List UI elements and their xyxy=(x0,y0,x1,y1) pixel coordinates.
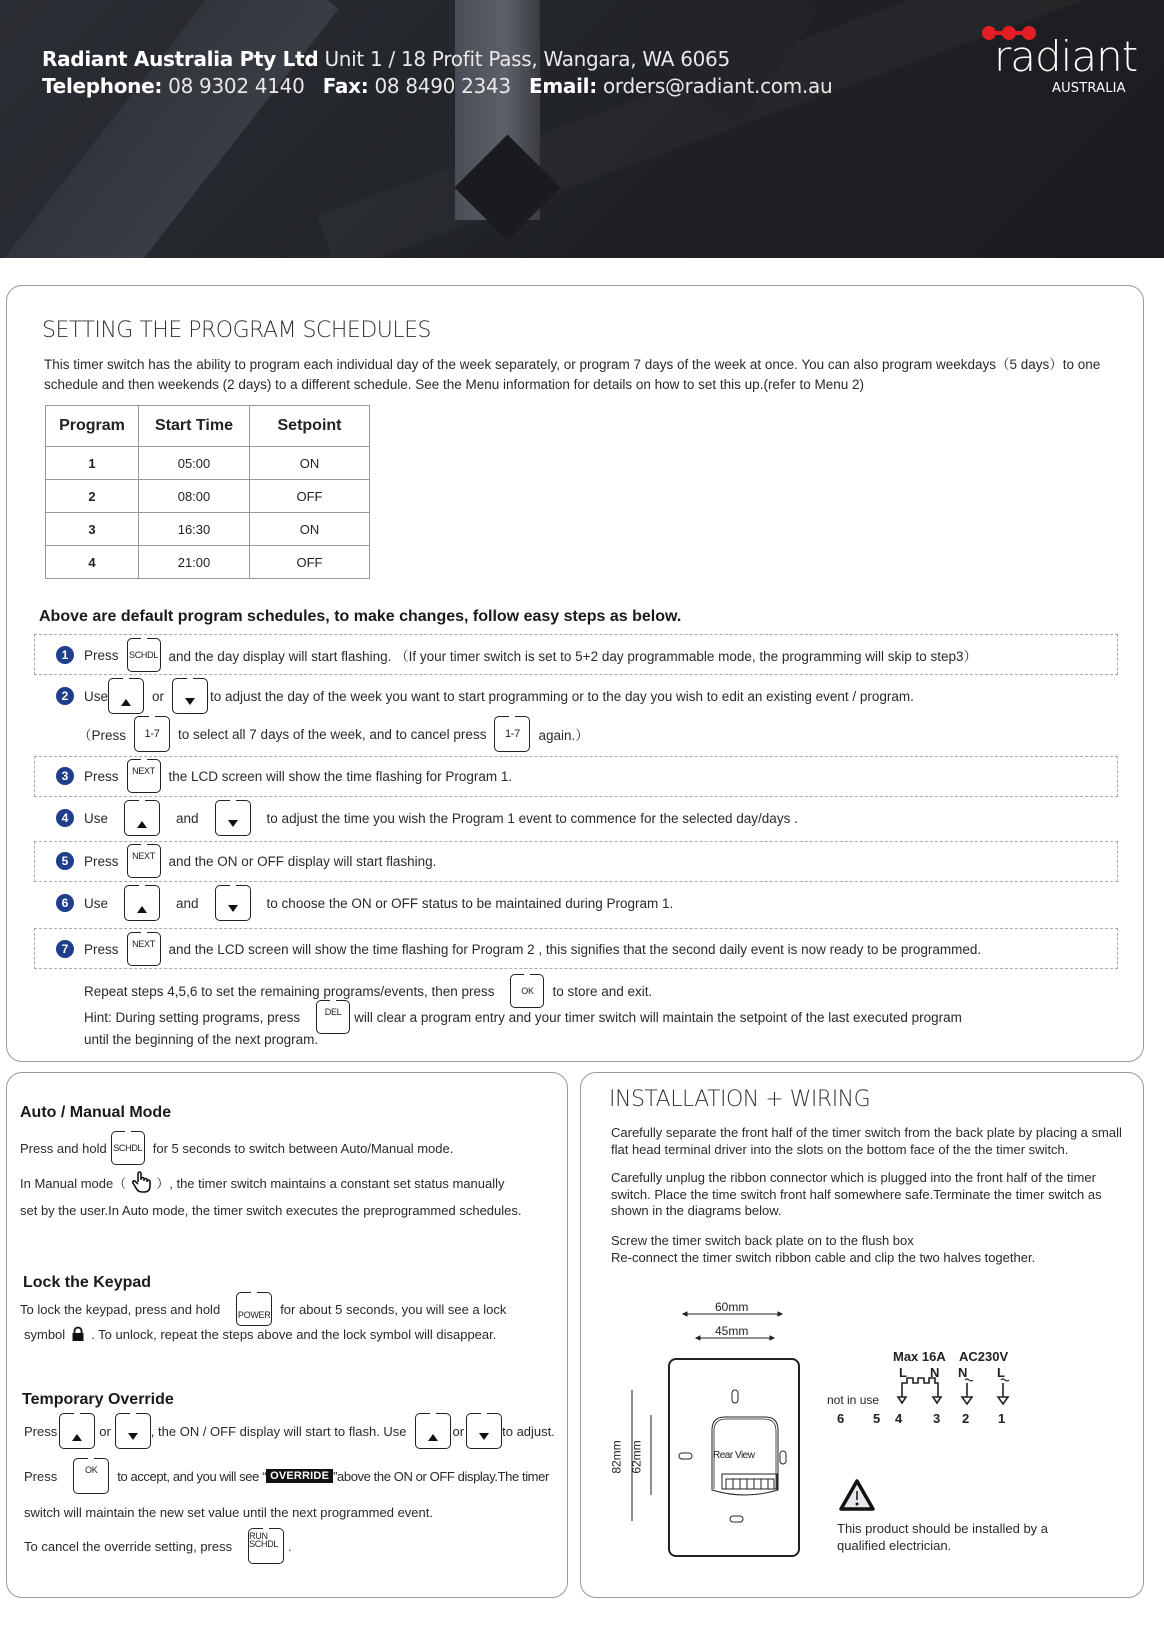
schdl-key-icon: SCHDL xyxy=(127,638,161,672)
step-text: to adjust the day of the week you want to start programming or to the day you wish to edit an existing event / program. xyxy=(210,688,914,704)
down-arrow-key-icon xyxy=(172,678,208,714)
power-key-icon: POWER xyxy=(236,1292,272,1326)
auto-manual-line-1 xyxy=(20,1130,453,1166)
dimension-60mm: 60mm xyxy=(715,1300,749,1314)
note-text: to store and exit. xyxy=(552,983,653,999)
note-text: Hint: During setting programs, press xyxy=(84,1009,301,1025)
step-text: again.） xyxy=(538,728,589,743)
hint-note xyxy=(84,1000,962,1034)
run-schdl-key-icon: RUN SCHDL xyxy=(248,1528,284,1564)
header-banner xyxy=(0,0,1164,258)
body-text: Press xyxy=(24,1468,58,1484)
up-arrow-key-icon xyxy=(124,885,160,921)
setpoint: ON xyxy=(250,513,370,546)
setpoint: ON xyxy=(250,447,370,480)
column-header: Setpoint xyxy=(250,406,370,447)
body-text: . xyxy=(288,1538,292,1554)
step-number-badge: 1 xyxy=(56,646,74,664)
body-text: Press xyxy=(24,1423,58,1439)
override-badge: OVERRIDE xyxy=(266,1469,333,1483)
step-text: to adjust the time you wish the Program 1 event to commence for the selected day/days . xyxy=(266,810,798,826)
terminal-2-label: N xyxy=(958,1365,968,1380)
program-table xyxy=(45,405,370,579)
terminal-6: 6 xyxy=(837,1411,845,1426)
override-line-2 xyxy=(24,1458,549,1494)
lock-line-2 xyxy=(24,1323,496,1345)
note-text: Repeat steps 4,5,6 to set the remaining programs/events, then press xyxy=(84,983,495,999)
install-paragraph-3b: Re-connect the timer switch ribbon cable and clip the two halves together. xyxy=(611,1250,1036,1265)
step-text: and the day display will start flashing. （If your timer switch is set to 5+2 day programmable mode, the programming will skip to step3） xyxy=(168,649,977,664)
company-address-line xyxy=(42,47,730,71)
start-time: 05:00 xyxy=(139,447,250,480)
step-text: to choose the ON or OFF status to be maintained during Program 1. xyxy=(266,895,674,911)
step-number-badge: 2 xyxy=(56,687,74,705)
install-paragraph-1: Carefully separate the front half of the timer switch from the back plate by placing a small flat head terminal driver into the slots on the bottom face of the the timer switch. xyxy=(611,1125,1122,1157)
step-text: Use xyxy=(84,688,109,704)
max-current-label: Max 16A xyxy=(893,1349,946,1364)
table-header-row xyxy=(46,406,370,447)
body-text: symbol xyxy=(24,1326,66,1342)
terminal-2: 2 xyxy=(962,1411,970,1426)
table-row xyxy=(46,546,370,579)
step-text: or xyxy=(152,688,165,704)
override-line-3: switch will maintain the new set value until the next programmed event. xyxy=(24,1504,433,1520)
start-time: 21:00 xyxy=(139,546,250,579)
body-text: In Manual mode（ xyxy=(20,1175,127,1191)
terminal-4: 4 xyxy=(895,1411,903,1426)
body-text: to adjust. xyxy=(502,1423,555,1439)
terminal-3-label: N xyxy=(930,1365,940,1380)
step-text: and xyxy=(176,810,199,826)
terminal-1-label: L xyxy=(997,1365,1005,1380)
down-arrow-key-icon xyxy=(215,800,251,836)
step-1 xyxy=(56,637,977,673)
hint-note-continued: until the beginning of the next program. xyxy=(84,1032,319,1047)
telephone-label: Telephone: xyxy=(42,74,163,98)
body-text: Press and hold xyxy=(20,1140,107,1156)
next-key-icon: NEXT xyxy=(127,844,161,878)
step-text: Press xyxy=(84,941,119,957)
fax-value: 08 8490 2343 xyxy=(374,74,511,98)
note-text: will clear a program entry and your timer switch will maintain the setpoint of the last executed program xyxy=(354,1009,962,1025)
program-number: 2 xyxy=(46,480,139,513)
start-time: 16:30 xyxy=(139,513,250,546)
all-days-key-icon: 1-7 xyxy=(134,716,170,752)
step-6 xyxy=(56,885,673,921)
table-row xyxy=(46,480,370,513)
lock-keypad-title: Lock the Keypad xyxy=(23,1274,152,1291)
auto-manual-line-2 xyxy=(20,1170,505,1194)
logo-subtitle: AUSTRALIA xyxy=(1052,81,1126,96)
step-text: and the LCD screen will show the time flashing for Program 2 , this signifies that the second daily event is now ready to be programmed. xyxy=(168,941,982,957)
ok-key-icon: OK xyxy=(510,974,544,1008)
override-line-1 xyxy=(24,1413,555,1449)
step-4 xyxy=(56,800,798,836)
body-text: , the ON / OFF display will start to flash. Use xyxy=(150,1423,407,1439)
start-time: 08:00 xyxy=(139,480,250,513)
radiant-logo xyxy=(980,24,1138,104)
program-number: 1 xyxy=(46,447,139,480)
company-address: Unit 1 / 18 Profit Pass, Wangara, WA 6065 xyxy=(324,47,730,71)
dimension-62mm: 62mm xyxy=(629,1440,644,1474)
body-text: . To unlock, repeat the steps above and the lock symbol will disappear. xyxy=(91,1326,497,1342)
step-3 xyxy=(56,758,512,794)
up-arrow-key-icon xyxy=(59,1413,95,1449)
step-number-badge: 3 xyxy=(56,767,74,785)
schedules-intro: This timer switch has the ability to program each individual day of the week separately, or program 7 days of the week at once. You can also program weekdays（5 days）to one schedule and then weekends (2 days) to a different schedule. See the Menu information for details on how to set this up.(refer to Menu 2) xyxy=(44,357,1101,392)
down-arrow-key-icon xyxy=(215,885,251,921)
lock-icon xyxy=(71,1326,85,1342)
email-link[interactable]: orders@radiant.com.au xyxy=(603,74,833,98)
step-text: to select all 7 days of the week, and to cancel press xyxy=(178,726,487,742)
step-text: Use xyxy=(84,810,109,826)
step-text: Press xyxy=(84,768,119,784)
installation-title: INSTALLATION + WIRING xyxy=(609,1087,871,1112)
terminal-1: 1 xyxy=(998,1411,1006,1426)
body-text: To lock the keypad, press and hold xyxy=(20,1301,221,1317)
step-text: and the ON or OFF display will start flashing. xyxy=(168,853,437,869)
step-text: Press xyxy=(84,853,119,869)
rear-view-diagram xyxy=(610,1290,810,1565)
down-arrow-key-icon xyxy=(115,1413,151,1449)
override-line-4 xyxy=(24,1528,292,1564)
body-text: ”above the ON or OFF display.The timer xyxy=(333,1468,549,1484)
step-number-badge: 7 xyxy=(56,940,74,958)
del-key-icon: DEL xyxy=(316,1000,350,1034)
step-number-badge: 4 xyxy=(56,809,74,827)
ok-key-icon: OK xyxy=(73,1458,109,1494)
body-text: to accept, and you will see “ xyxy=(117,1468,267,1484)
body-text: for about 5 seconds, you will see a lock xyxy=(280,1301,507,1317)
body-text: ）, the timer switch maintains a constant set status manually xyxy=(156,1175,505,1191)
steps-heading: Above are default program schedules, to make changes, follow easy steps as below. xyxy=(39,608,682,625)
step-text: the LCD screen will show the time flashing for Program 1. xyxy=(168,768,513,784)
schdl-key-icon: SCHDL xyxy=(111,1131,145,1165)
step-5 xyxy=(56,843,436,879)
step-number-badge: 6 xyxy=(56,894,74,912)
down-arrow-key-icon xyxy=(466,1413,502,1449)
step-text: and xyxy=(176,895,199,911)
dimension-45mm: 45mm xyxy=(715,1324,749,1338)
next-key-icon: NEXT xyxy=(127,759,161,793)
step-text: Press xyxy=(84,647,119,663)
auto-manual-title: Auto / Manual Mode xyxy=(20,1104,172,1121)
hand-pointer-icon xyxy=(130,1170,152,1194)
warning-text: This product should be installed by a qualified electrician. xyxy=(837,1521,1049,1553)
step-number-badge: 5 xyxy=(56,852,74,870)
terminal-4-label: L xyxy=(899,1365,907,1380)
next-key-icon: NEXT xyxy=(127,932,161,966)
contact-line xyxy=(42,74,832,98)
up-arrow-key-icon xyxy=(124,800,160,836)
company-name: Radiant Australia Pty Ltd xyxy=(42,47,319,71)
override-title: Temporary Override xyxy=(22,1391,174,1408)
install-paragraph-3a: Screw the timer switch back plate on to the flush box xyxy=(611,1233,914,1248)
schedules-title: SETTING THE PROGRAM SCHEDULES xyxy=(42,318,431,343)
all-days-key-icon: 1-7 xyxy=(494,716,530,752)
step-2 xyxy=(56,678,914,714)
auto-manual-line-3: set by the user.In Auto mode, the timer switch executes the preprogrammed schedules. xyxy=(20,1202,522,1218)
body-text: for 5 seconds to switch between Auto/Manual mode. xyxy=(152,1140,454,1156)
backplate-drawing-icon xyxy=(610,1290,810,1560)
step-2-note xyxy=(78,716,589,752)
up-arrow-key-icon xyxy=(415,1413,451,1449)
body-text: To cancel the override setting, press xyxy=(24,1538,233,1554)
setpoint: OFF xyxy=(250,480,370,513)
email-label: Email: xyxy=(529,74,597,98)
program-number: 4 xyxy=(46,546,139,579)
warning-triangle-icon xyxy=(838,1478,876,1512)
logo-wordmark: radiant xyxy=(994,32,1138,81)
column-header: Program xyxy=(46,406,139,447)
body-text: or xyxy=(99,1423,111,1439)
not-in-use-label: not in use xyxy=(827,1393,880,1407)
table-row xyxy=(46,447,370,480)
table-row xyxy=(46,513,370,546)
install-paragraph-2: Carefully unplug the ribbon connector which is plugged into the front half of the timer switch. Place the time switch front half somewhere safe.Terminate the timer switch as shown in the diagrams below. xyxy=(611,1170,1102,1218)
rear-view-label: Rear View xyxy=(713,1450,755,1461)
banner-decoration xyxy=(0,0,338,258)
telephone-value: 08 9302 4140 xyxy=(168,74,305,98)
step-7 xyxy=(56,931,981,967)
body-text: or xyxy=(452,1423,465,1439)
fax-label: Fax: xyxy=(322,74,369,98)
terminal-3: 3 xyxy=(933,1411,941,1426)
step-text: （Press xyxy=(78,728,127,743)
voltage-label: AC230V xyxy=(959,1349,1009,1364)
terminal-5: 5 xyxy=(873,1411,881,1426)
step-text: Use xyxy=(84,895,109,911)
program-number: 3 xyxy=(46,513,139,546)
setpoint: OFF xyxy=(250,546,370,579)
column-header: Start Time xyxy=(139,406,250,447)
up-arrow-key-icon xyxy=(108,678,144,714)
dimension-82mm: 82mm xyxy=(609,1440,624,1474)
wiring-diagram xyxy=(825,1345,1025,1445)
